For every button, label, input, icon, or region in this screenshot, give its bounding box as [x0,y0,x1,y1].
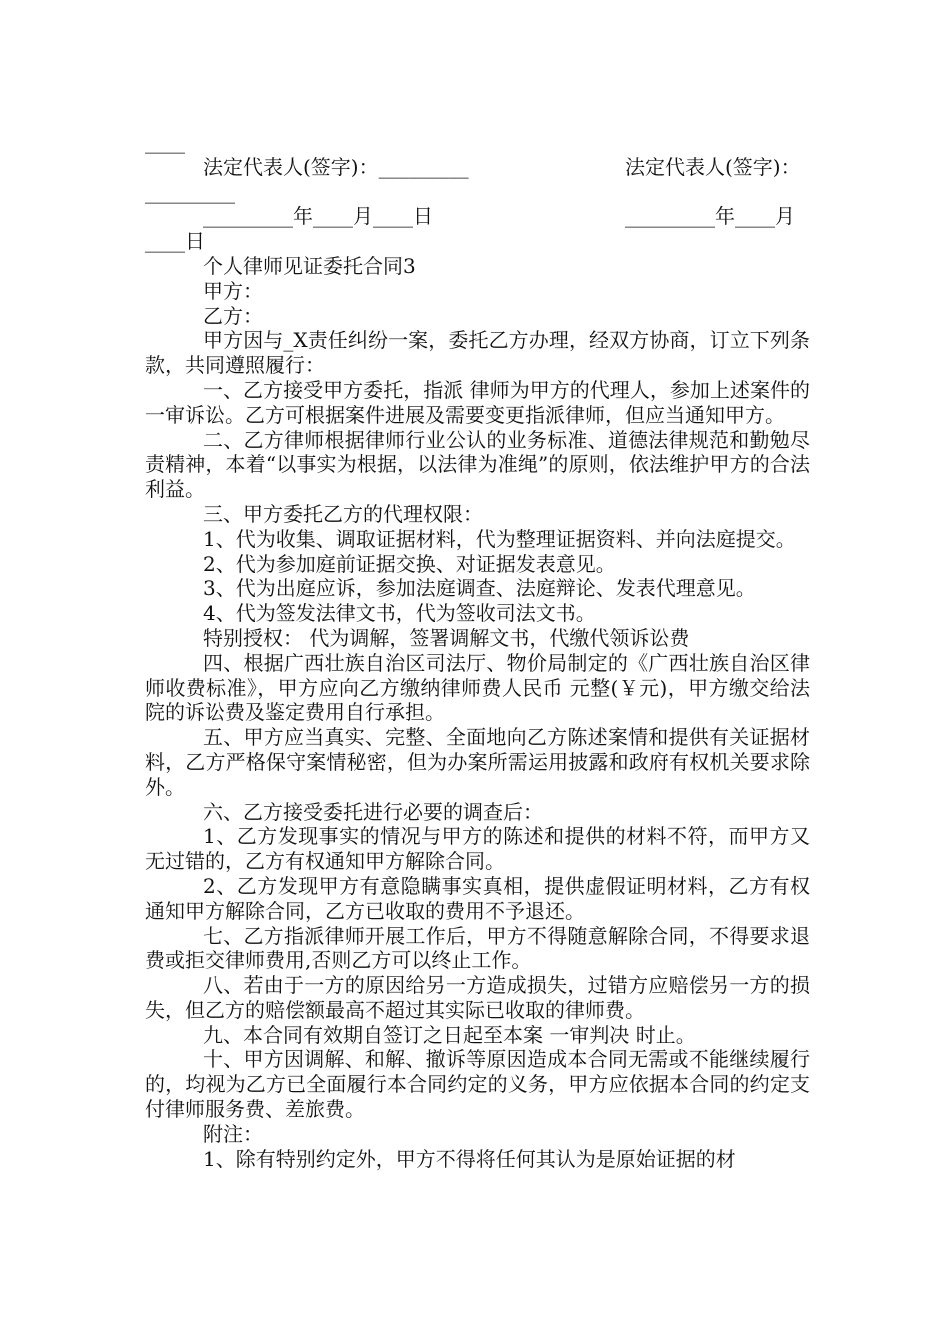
contract-paragraph: 六、乙方接受委托进行必要的调查后： [203,799,543,824]
contract-paragraph: 一、乙方接受甲方委托，指派 律师为甲方的代理人，参加上述案件的一审诉讼。乙方可根据案件进展及需要变更指派律师，但应当通知甲方。 [145,377,810,427]
party-a-label: 甲方： [203,278,263,303]
date-row [145,204,810,229]
contract-paragraph: 1、代为收集、调取证据材料，代为整理证据资料、并向法庭提交。 [203,526,796,551]
contract-paragraph: 七、乙方指派律师开展工作后，甲方不得随意解除合同，不得要求退费或拒交律师费用,否则乙方可以终止工作。 [145,923,810,973]
contract-paragraph: 2、代为参加庭前证据交换、对证据发表意见。 [203,551,616,576]
contract-title: 个人律师见证委托合同3 [203,253,416,278]
contract-paragraph: 附注： [203,1121,263,1146]
contract-paragraph: 八、若由于一方的原因给另一方造成损失，过错方应赔偿另一方的损失，但乙方的赔偿额最高不超过其实际已收取的律师费。 [145,973,810,1022]
date-left: _________年____月____日 [203,204,433,229]
contract-paragraph: 4、代为签发法律文书，代为签收司法文书。 [203,601,596,626]
contract-paragraph: 四、根据广西壮族自治区司法厅、物价局制定的《广西壮族自治区律师收费标准》，甲方应向乙方缴纳律师费人民币 元整(￥元)，甲方缴交给法院的诉讼费及鉴定费用自行承担。 [145,650,810,725]
representative-right: 法定代表人(签字)： [625,154,801,179]
party-b-label: 乙方： [203,303,263,328]
date-continue: ____日 [145,229,205,254]
contract-paragraph: 二、乙方律师根据律师行业公认的业务标准、道德法律规范和勤勉尽责精神，本着“以事实为根据，以法律为准绳”的原则，依法维护甲方的合法利益。 [145,427,810,502]
representative-continue: _________ [145,179,235,204]
contract-paragraph: 2、乙方发现甲方有意隐瞒事实真相，提供虚假证明材料，乙方有权通知甲方解除合同，乙方已收取的费用不予退还。 [145,873,810,923]
top-blank-line: ____ [145,130,185,154]
contract-paragraph: 3、代为出庭应诉，参加法庭调查、法庭辩论、发表代理意见。 [203,576,756,601]
contract-paragraph: 九、本合同有效期自签订之日起至本案 一审判决 时止。 [203,1022,696,1047]
contract-paragraph: 三、甲方委托乙方的代理权限： [203,501,483,526]
contract-paragraph: 五、甲方应当真实、完整、全面地向乙方陈述案情和提供有关证据材料，乙方严格保守案情秘密，但为办案所需运用披露和政府有权机关要求除外。 [145,725,810,799]
representative-row [145,155,810,180]
contract-paragraph: 1、除有特别约定外，甲方不得将任何其认为是原始证据的材 [203,1146,736,1171]
contract-paragraph: 1、乙方发现事实的情况与甲方的陈述和提供的材料不符，而甲方又无过错的，乙方有权通知甲方解除合同。 [145,824,810,874]
contract-paragraph: 特别授权： 代为调解，签署调解文书，代缴代领诉讼费 [203,625,690,650]
contract-paragraph: 十、甲方因调解、和解、撤诉等原因造成本合同无需或不能继续履行的，均视为乙方已全面履行本合同约定的义务，甲方应依据本合同的约定支付律师服务费、差旅费。 [145,1047,810,1122]
document-page [145,130,810,1171]
date-right: _________年____月 [625,204,795,229]
contract-paragraph: 甲方因与_X责任纠纷一案，委托乙方办理，经双方协商，订立下列条款，共同遵照履行： [145,328,810,378]
representative-left: 法定代表人(签字)：_________ [203,154,469,179]
